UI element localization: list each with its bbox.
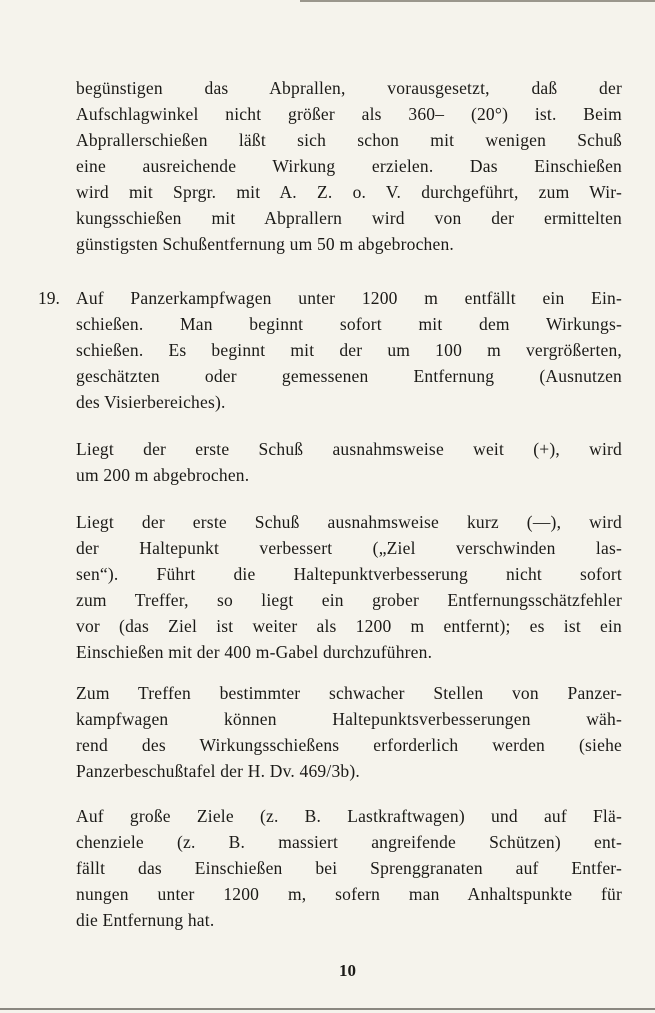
text-line: sen“). Führt die Haltepunktverbesserung nicht sofort xyxy=(76,564,622,584)
page-number: 10 xyxy=(339,961,356,980)
text-line: Abprallerschießen läßt sich schon mit wenigen Schuß xyxy=(76,130,622,150)
top-edge-rule xyxy=(300,0,655,2)
paragraph-abpraller-continuation xyxy=(76,75,622,257)
text-line: schießen. Es beginnt mit der um 100 m vergrößerten, xyxy=(76,340,622,360)
text-line: zum Treffer, so liegt ein grober Entfernungsschätzfehler xyxy=(76,590,622,610)
text-line: geschätzten oder gemessenen Entfernung (Ausnutzen xyxy=(76,366,622,386)
text-line: Auf Panzerkampfwagen unter 1200 m entfällt ein Ein- xyxy=(76,288,622,308)
paragraph-grosse-ziele xyxy=(76,803,622,933)
text-line: Liegt der erste Schuß ausnahmsweise kurz (—), wird xyxy=(76,512,622,532)
paragraph-weit xyxy=(76,436,622,488)
text-line: günstigsten Schußentfernung um 50 m abgebrochen. xyxy=(76,234,454,254)
paragraph-kurz xyxy=(76,509,622,665)
text-line: Liegt der erste Schuß ausnahmsweise weit (+), wird xyxy=(76,439,622,459)
text-line: vor (das Ziel ist weiter als 1200 m entfernt); es ist ein xyxy=(76,616,622,636)
text-line: der Haltepunkt verbessert („Ziel verschwinden las- xyxy=(76,538,622,558)
text-line: chenziele (z. B. massiert angreifende Schützen) ent- xyxy=(76,832,622,852)
text-line: wird mit Sprgr. mit A. Z. o. V. durchgeführt, zum Wir- xyxy=(76,182,622,202)
text-line: kampfwagen können Haltepunktsverbesserungen wäh- xyxy=(76,709,622,729)
text-line: Aufschlagwinkel nicht größer als 360– (20°) ist. Beim xyxy=(76,104,622,124)
section-number: 19. xyxy=(38,288,60,308)
text-line: Panzerbeschußtafel der H. Dv. 469/3b). xyxy=(76,761,360,781)
text-line: Einschießen mit der 400 m-Gabel durchzuführen. xyxy=(76,642,433,662)
text-line: schießen. Man beginnt sofort mit dem Wirkungs- xyxy=(76,314,622,334)
text-line: um 200 m abgebrochen. xyxy=(76,465,250,485)
text-line: fällt das Einschießen bei Sprenggranaten auf Entfer- xyxy=(76,858,622,878)
text-line: rend des Wirkungsschießens erforderlich werden (siehe xyxy=(76,735,622,755)
text-line: nungen unter 1200 m, sofern man Anhaltspunkte für xyxy=(76,884,622,904)
paragraph-section-19 xyxy=(76,285,622,415)
bottom-edge-rule xyxy=(0,1008,655,1010)
text-line: Zum Treffen bestimmter schwacher Stellen von Panzer- xyxy=(76,683,622,703)
text-line: kungsschießen mit Abprallern wird von der ermittelten xyxy=(76,208,622,228)
text-line: die Entfernung hat. xyxy=(76,910,215,930)
text-line: Auf große Ziele (z. B. Lastkraftwagen) und auf Flä- xyxy=(76,806,622,826)
paragraph-schwache-stellen xyxy=(76,680,622,784)
text-line: des Visierbereiches). xyxy=(76,392,226,412)
text-line: begünstigen das Abprallen, vorausgesetzt, daß der xyxy=(76,78,622,98)
text-line: eine ausreichende Wirkung erzielen. Das Einschießen xyxy=(76,156,622,176)
